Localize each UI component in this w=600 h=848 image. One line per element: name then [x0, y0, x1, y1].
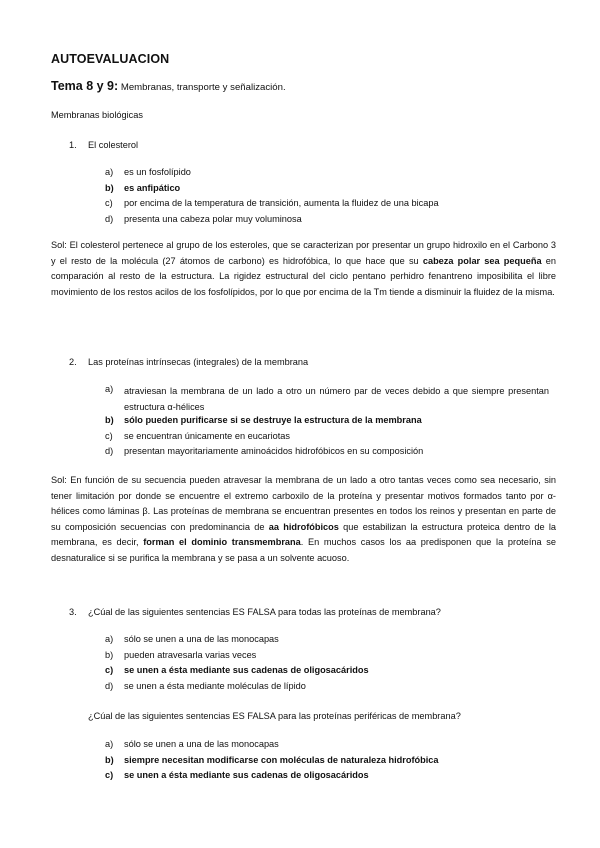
- option-letter: c): [105, 665, 114, 675]
- solution-text: Sol: En función de su secuencia pueden atravesar la membrana de un lado a otro tantas veces como sea necesario, sin tener limitación por donde se encuentre el extremo carboxilo de la proteína y presentar motivos formados tanto por α-hélices como láminas β. Las proteínas de membrana se encuentran presentes en todos los reinos y presentan en parte de su composición secuencias con predominancia de: [51, 475, 556, 532]
- option-letter: c): [105, 198, 113, 208]
- option-letter: b): [105, 182, 114, 193]
- option-letter: d): [105, 213, 114, 224]
- option-letter: b): [105, 754, 114, 765]
- option-letter: a): [105, 739, 114, 749]
- option-letter: a): [105, 384, 114, 394]
- solution-text: Sol: El colesterol pertenece al grupo de los esteroles, que se caracterizan por presentar un grupo hidroxilo en el Carbono 3 y el resto de la molécula (27 átomos de carbono) es hidrofóbica, lo que hace que su: [51, 240, 556, 266]
- option-text: es anfipático: [124, 182, 181, 193]
- solution-text: en comparación al resto de la estructura. La rigidez estructural del ciclo pentano perhidro fenantreno imposibilita el libre movimiento de los restos acilos de los fosfolípidos, por lo que por encima de la Tm tiende a disminuir la fluidez de la misma.: [51, 255, 556, 297]
- option-text: por encima de la temperatura de transición, aumenta la fluidez de una bicapa: [124, 198, 439, 208]
- question-text: El colesterol: [88, 140, 139, 150]
- option-letter: c): [105, 430, 113, 441]
- tema-heading: [51, 79, 286, 93]
- doc-title: AUTOEVALUACION: [51, 52, 170, 66]
- solution-1: [51, 238, 556, 300]
- question-number: 3.: [69, 607, 77, 617]
- option-text: sólo pueden purificarse si se destruye la estructura de la membrana: [124, 415, 422, 425]
- tema-subtitle: Membranas, transporte y señalización.: [118, 82, 286, 93]
- option-text: sólo se unen a una de las monocapas: [124, 739, 279, 749]
- option-text: se unen a ésta mediante sus cadenas de oligosacáridos: [124, 665, 369, 675]
- question-number: 1.: [69, 140, 77, 150]
- option-letter: a): [105, 634, 114, 644]
- option-text: atraviesan la membrana de un lado a otro un número par de veces debido a que siempre presentan estructura α-hélices: [124, 386, 549, 412]
- option-letter: d): [105, 446, 114, 456]
- option-letter: b): [105, 649, 114, 660]
- solution-2: [51, 473, 556, 567]
- option-text: se encuentran únicamente en eucariotas: [124, 430, 290, 441]
- option-letter: d): [105, 680, 114, 691]
- option-letter: b): [105, 415, 114, 425]
- option-letter: c): [105, 770, 114, 780]
- option-text: se unen a ésta mediante sus cadenas de oligosacáridos: [124, 770, 369, 780]
- option-text: pueden atravesarla varias veces: [124, 649, 257, 660]
- tema-number: Tema 8 y 9:: [51, 79, 119, 93]
- solution-text: que estabilizan la estructura proteica dentro de la membrana, es decir,: [51, 521, 556, 548]
- question-text: ¿Cúal de las siguientes sentencias ES FALSA para todas las proteínas de membrana?: [88, 607, 441, 617]
- question-text: ¿Cúal de las siguientes sentencias ES FALSA para las proteínas periféricas de membrana?: [88, 711, 461, 721]
- solution-highlight: cabeza polar sea pequeña: [422, 255, 542, 266]
- option-text: presenta una cabeza polar muy voluminosa: [124, 213, 302, 224]
- question-text: Las proteínas intrínsecas (integrales) de la membrana: [88, 357, 309, 367]
- solution-highlight: aa hidrofóbicos: [268, 521, 339, 532]
- option-text: presentan mayoritariamente aminoácidos hidrofóbicos en su composición: [124, 446, 424, 456]
- option-text: sólo se unen a una de las monocapas: [124, 634, 279, 644]
- option-text: siempre necesitan modificarse con moléculas de naturaleza hidrofóbica: [124, 754, 439, 765]
- option-letter: a): [105, 167, 114, 177]
- section-heading: Membranas biológicas: [51, 110, 143, 120]
- option-text: es un fosfolípido: [124, 167, 191, 177]
- solution-highlight: forman el dominio transmembrana: [143, 537, 301, 548]
- option-text: se unen a ésta mediante moléculas de lípido: [124, 680, 306, 691]
- solution-text: . En muchos casos los aa predisponen que la proteína se desnaturalice si se purifica la membrana y se pasa a un solvente acuoso.: [51, 537, 556, 563]
- question-number: 2.: [69, 357, 77, 367]
